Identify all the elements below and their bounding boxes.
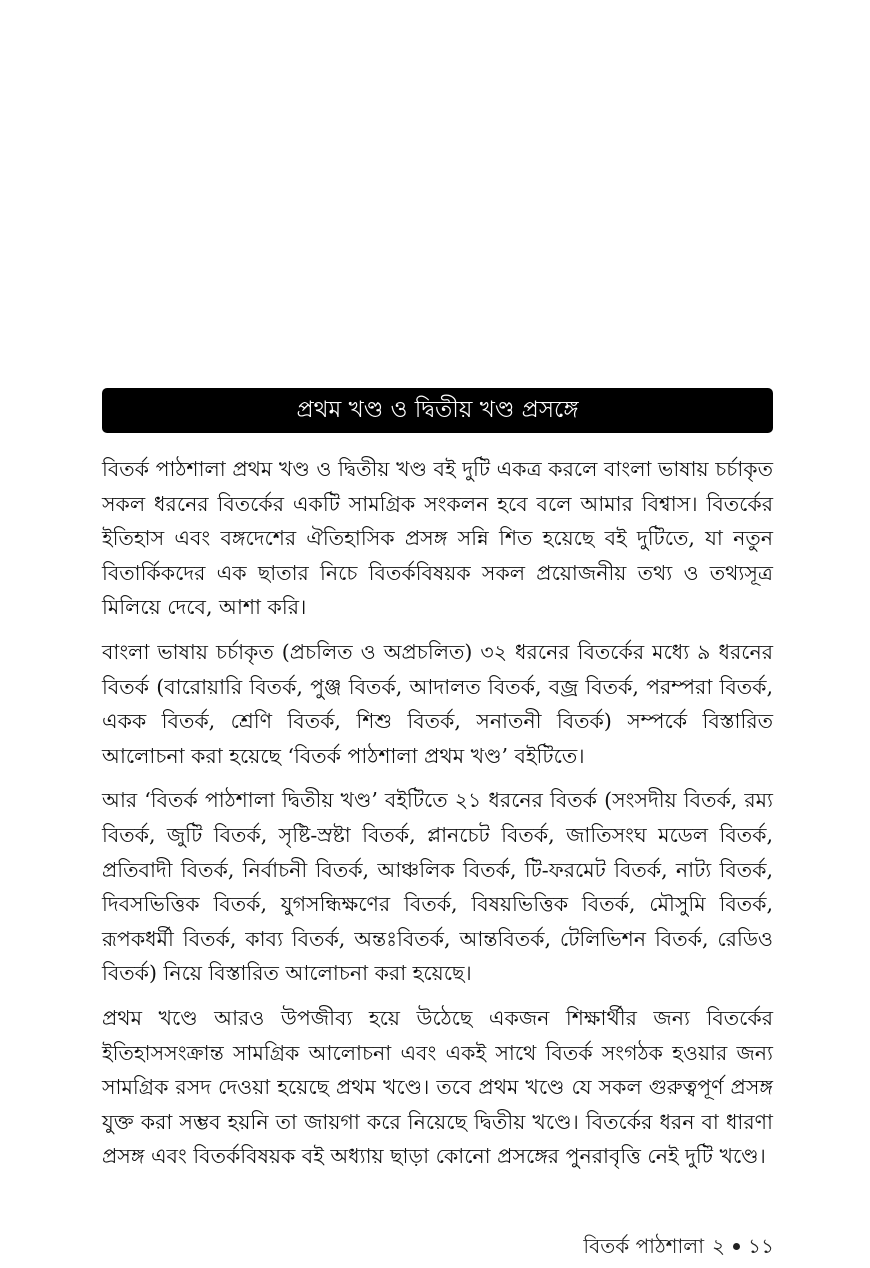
section-header-bar: [102, 388, 773, 433]
paragraph-4: প্রথম খণ্ডে আরও উপজীব্য হয়ে উঠেছে একজন শিক্ষার্থীর জন্য বিতর্কের ইতিহাসসংক্রান্ত সামগ্রিক আলোচনা এবং একই সাথে বিতর্ক সংগঠক হওয়ার জন্য সামগ্রিক রসদ দেওয়া হয়েছে প্রথম খণ্ডে। তবে প্রথম খণ্ডে যে সকল গুরুত্বপূর্ণ প্রসঙ্গ যুক্ত করা সম্ভব হয়নি তা জায়গা করে নিয়েছে দ্বিতীয় খণ্ডে। বিতর্কের ধরন বা ধারণা প্রসঙ্গ এবং বিতর্কবিষয়ক বই অধ্যায় ছাড়া কোনো প্রসঙ্গের পুনরাবৃত্তি নেই দুটি খণ্ডে।: [102, 1005, 773, 1169]
paragraph-1: বিতর্ক পাঠশালা প্রথম খণ্ড ও দ্বিতীয় খণ্ড বই দুটি একত্র করলে বাংলা ভাষায় চর্চাকৃত সকল ধরনের বিতর্কের একটি সামগ্রিক সংকলন হবে বলে আমার বিশ্বাস। বিতর্কের ইতিহাস এবং বঙ্গদেশের ঐতিহাসিক প্রসঙ্গ সন্নি শিত হয়েছে বই দুটিতে, যা নতুন বিতার্কিকদের এক ছাতার নিচে বিতর্কবিষয়ক সকল প্রয়োজনীয় তথ্য ও তথ্যসূত্র মিলিয়ে দেবে, আশা করি।: [102, 457, 773, 620]
footer-volume: ২: [712, 1234, 726, 1258]
page-footer: [583, 1232, 774, 1260]
paragraph-2: বাংলা ভাষায় চর্চাকৃত (প্রচলিত ও অপ্রচলিত) ৩২ ধরনের বিতর্কের মধ্যে ৯ ধরনের বিতর্ক (বারোয়ারি বিতর্ক, পুঞ্জ বিতর্ক, আদালত বিতর্ক, বজ্র বিতর্ক, পরম্পরা বিতর্ক, একক বিতর্ক, শ্রেণি বিতর্ক, শিশু বিতর্ক, সনাতনী বিতর্ক) সম্পর্কে বিস্তারিত আলোচনা করা হয়েছে ‘বিতর্ক পাঠশালা প্রথম খণ্ড’ বইটিতে।: [102, 639, 773, 768]
footer-book-title: বিতর্ক পাঠশালা: [583, 1234, 705, 1258]
footer-page-number: ১১: [748, 1234, 774, 1258]
section-title: প্রথম খণ্ড ও দ্বিতীয় খণ্ড প্রসঙ্গে: [296, 397, 579, 423]
paragraph-3: আর ‘বিতর্ক পাঠশালা দ্বিতীয় খণ্ড’ বইটিতে ২১ ধরনের বিতর্ক (সংসদীয় বিতর্ক, রম্য বিতর্ক, জুটি বিতর্ক, সৃষ্টি-স্রষ্টা বিতর্ক, প্লানচেট বিতর্ক, জাতিসংঘ মডেল বিতর্ক, প্রতিবাদী বিতর্ক, নির্বাচনী বিতর্ক, আঞ্চলিক বিতর্ক, টি-ফরমেট বিতর্ক, নাট্য বিতর্ক, দিবসভিত্তিক বিতর্ক, যুগসন্ধিক্ষণের বিতর্ক, বিষয়ভিত্তিক বিতর্ক, মৌসুমি বিতর্ক, রূপকধর্মী বিতর্ক, কাব্য বিতর্ক, অন্তঃবিতর্ক, আন্তবিতর্ক, টেলিভিশন বিতর্ক, রেডিও বিতর্ক) নিয়ে বিস্তারিত আলোচনা করা হয়েছে।: [102, 788, 773, 986]
bullet-separator-icon: [733, 1243, 740, 1250]
body-text: [102, 452, 773, 1184]
